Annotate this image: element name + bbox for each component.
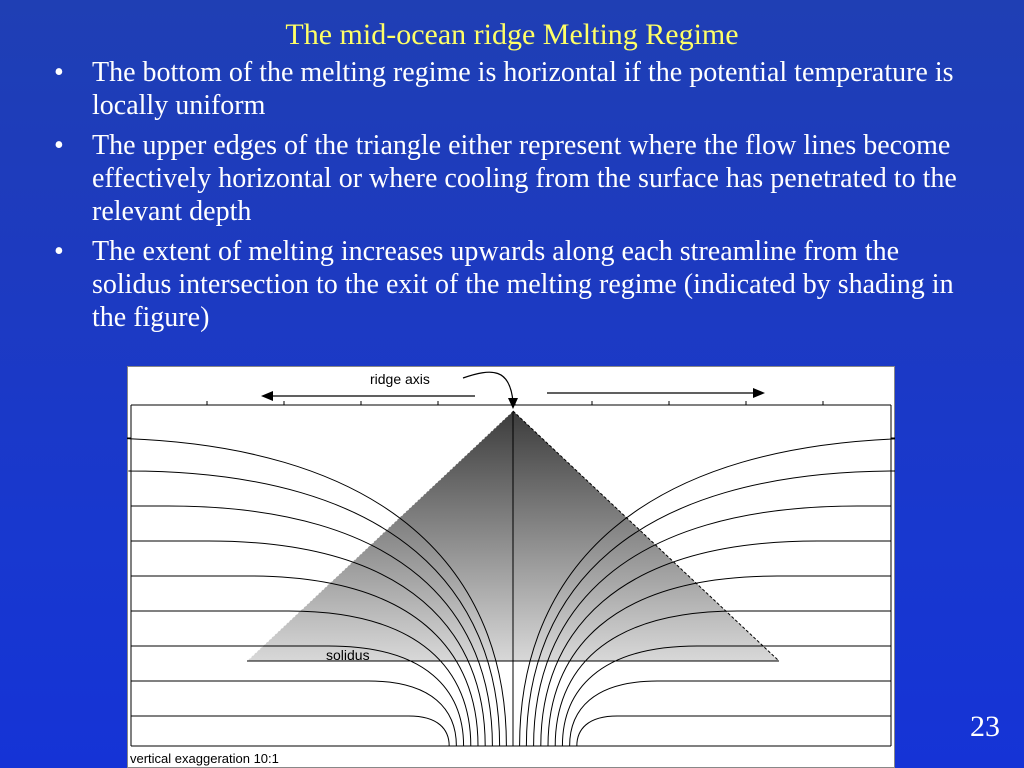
streamline-17 bbox=[577, 716, 891, 746]
vertical-exaggeration-note: vertical exaggeration 10:1 bbox=[130, 751, 279, 766]
streamline-15 bbox=[570, 681, 891, 746]
bullet-text: The upper edges of the triangle either represent where the flow lines become effectively horizontal or where cooling from the surface has penetrated to the relevant depth bbox=[92, 130, 957, 227]
streamline-16 bbox=[131, 716, 449, 746]
spreading-arrowhead-left bbox=[261, 391, 273, 401]
bullet-list bbox=[52, 56, 972, 341]
slide-number: 23 bbox=[970, 710, 1000, 743]
spreading-arrowhead-right bbox=[753, 388, 765, 398]
bullet-item bbox=[52, 235, 972, 334]
ridge-axis-label: ridge axis bbox=[370, 371, 430, 387]
bullet-text: The bottom of the melting regime is horizontal if the potential temperature is locally uniform bbox=[92, 57, 954, 121]
solidus-label: solidus bbox=[326, 647, 370, 663]
streamline-14 bbox=[131, 681, 456, 746]
bullet-item bbox=[52, 129, 972, 228]
bullet-marker: • bbox=[54, 57, 64, 88]
ridge-axis-arrowhead bbox=[508, 398, 518, 409]
ridge-axis-pointer bbox=[463, 372, 513, 402]
bullet-marker: • bbox=[54, 130, 64, 161]
melting-regime-figure bbox=[127, 366, 895, 768]
bullet-text: The extent of melting increases upwards along each streamline from the solidus intersection to the exit of the melting regime (indicated by shading in the figure) bbox=[92, 236, 954, 333]
bullet-marker: • bbox=[54, 236, 64, 267]
slide-title: The mid-ocean ridge Melting Regime bbox=[285, 18, 739, 51]
melting-regime-diagram bbox=[127, 366, 895, 768]
bullet-item bbox=[52, 56, 972, 122]
